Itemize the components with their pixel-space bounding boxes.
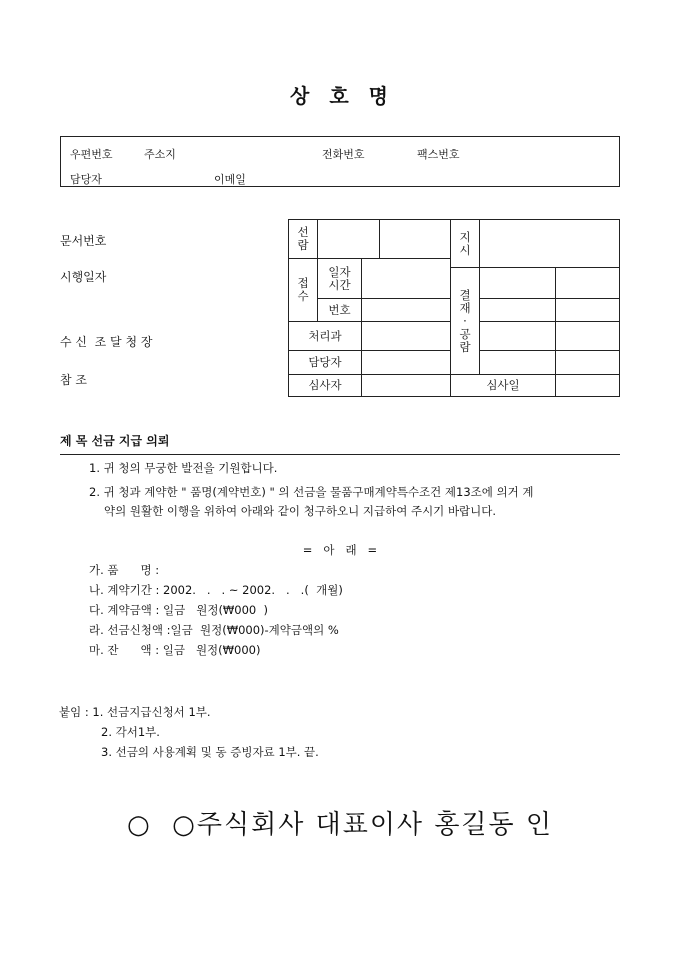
item-line: 가. 품 명 : — [89, 563, 160, 577]
exec-date-label: 시행일자 — [60, 270, 107, 284]
below-heading: = 아 래 = — [302, 543, 378, 557]
item-line: 마. 잔 액 : 일금 원정(₩000) — [89, 643, 261, 657]
jisi-cell: 지 시 — [451, 220, 480, 268]
blank-cell — [556, 375, 620, 397]
recipient-label: 수 신 조 달 청 장 — [60, 335, 153, 349]
document-title — [0, 80, 680, 109]
attachment-3: 3. 선금의 사용계획 및 동 증빙자료 1부. 끝. — [101, 745, 319, 759]
postal-code-label: 우편번호 — [70, 148, 113, 161]
blank-cell — [480, 322, 556, 351]
review-date-cell: 심사일 — [451, 375, 556, 397]
dept-cell: 처리과 — [289, 322, 362, 351]
blank-cell — [556, 351, 620, 375]
attachment-1: 붙임 : 1. 선금지급신청서 1부. — [59, 705, 211, 719]
blank-cell — [362, 259, 451, 299]
reviewer-cell: 심사자 — [289, 375, 362, 397]
blank-cell — [480, 268, 556, 299]
paragraph-2-line-1: 2. 귀 청과 계약한 " 품명(계약번호) " 의 선금을 물품구매계약특수조건 제13조에 의거 계 — [89, 485, 534, 499]
title-char: 상 — [290, 84, 312, 108]
doc-number-label: 문서번호 — [60, 234, 107, 248]
date-time-cell: 일자 시간 — [318, 259, 362, 299]
gyeoljae-cell: 결 재 · 공 람 — [451, 268, 480, 375]
blank-cell — [362, 299, 451, 322]
title-char: 호 — [329, 84, 351, 108]
company-signature: ○ ○주식회사 대표이사 홍길동 인 — [126, 810, 554, 840]
item-line: 다. 계약금액 : 일금 원정(₩000 ) — [89, 603, 269, 617]
title-char: 명 — [368, 84, 390, 108]
paragraph-2-line-2: 약의 원활한 이행을 위하여 아래와 같이 청구하오니 지급하여 주시기 바랍니다. — [104, 504, 497, 518]
blank-cell — [362, 375, 451, 397]
manager-cell: 담당자 — [289, 351, 362, 375]
blank-cell — [362, 351, 451, 375]
contact-info-box — [60, 136, 620, 187]
blank-cell — [556, 268, 620, 299]
blank-cell — [380, 220, 451, 259]
item-line: 나. 계약기간 : 2002. . . ~ 2002. . .( 개월) — [89, 583, 343, 597]
blank-cell — [480, 351, 556, 375]
blank-cell — [318, 220, 380, 259]
phone-label: 전화번호 — [322, 148, 365, 161]
approval-table — [288, 219, 620, 397]
address-label: 주소지 — [144, 148, 176, 161]
blank-cell — [556, 322, 620, 351]
fax-label: 팩스번호 — [417, 148, 460, 161]
blank-cell — [480, 299, 556, 322]
manager-label: 담당자 — [70, 173, 102, 186]
email-label: 이메일 — [214, 173, 246, 186]
item-line: 라. 선금신청액 :일금 원정(₩000)-계약금액의 % — [89, 623, 339, 637]
blank-cell — [362, 322, 451, 351]
blank-cell — [480, 220, 620, 268]
blank-cell — [556, 299, 620, 322]
reference-label: 참 조 — [60, 373, 87, 387]
number-cell: 번호 — [318, 299, 362, 322]
subject-line: 제 목 선금 지급 의뢰 — [60, 432, 620, 455]
paragraph-1: 1. 귀 청의 무궁한 발전을 기원합니다. — [89, 461, 278, 475]
jeop-su-cell: 접 수 — [289, 259, 318, 322]
attachment-2: 2. 각서1부. — [101, 725, 160, 739]
seon-ram-cell: 선 람 — [289, 220, 318, 259]
